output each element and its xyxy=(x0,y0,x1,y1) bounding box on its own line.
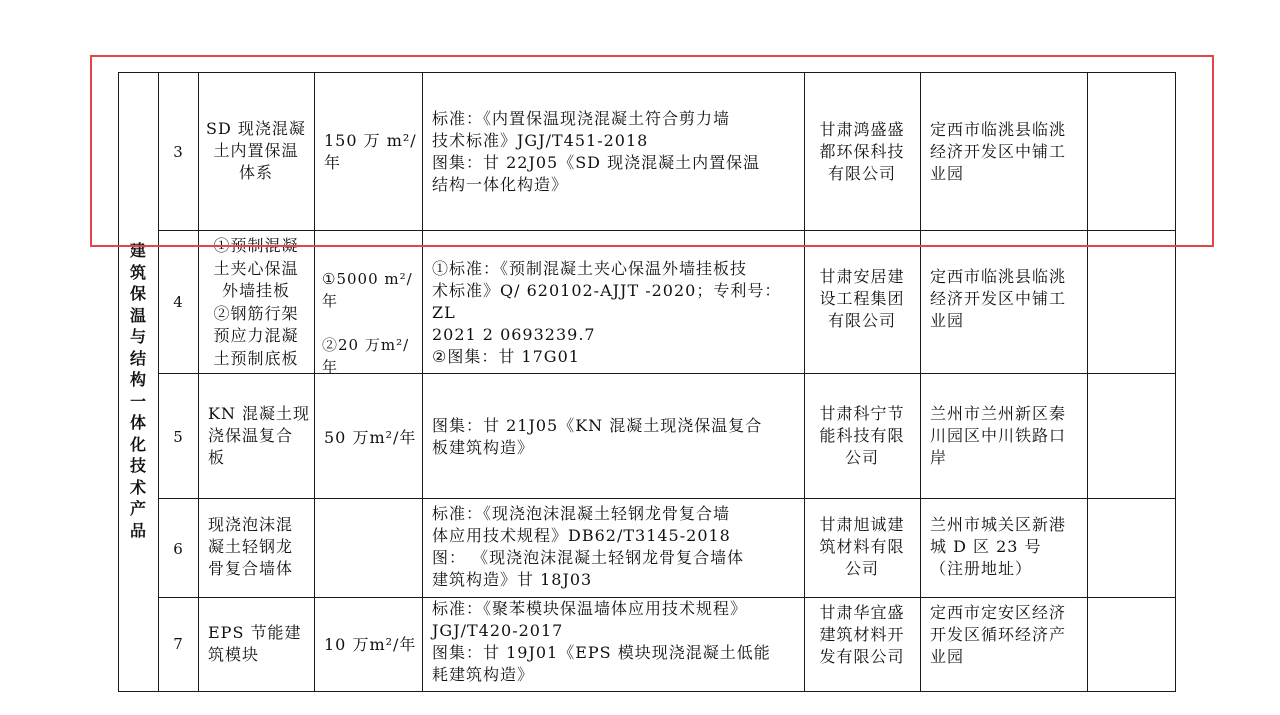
table-border-bottom xyxy=(118,691,1176,692)
row-number: 5 xyxy=(173,428,183,446)
standard-text: ①标准：《预制混凝土夹心保温外墙挂板技 术标准》Q/ 620102-AJJT -2020；专利号：ZL 2021 2 0693239.7 ②图集：甘 17G01 xyxy=(432,259,782,366)
company-address: 定西市临洮县临洮 经济开发区中铺工 业园 xyxy=(930,267,1067,330)
production-capacity: ①5000 m²/年 ②20 万m²/年 xyxy=(322,270,413,376)
company-name: 甘肃华宜盛 建筑材料开 发有限公司 xyxy=(819,603,905,666)
table-row-divider xyxy=(158,498,1176,499)
product-name: ①预制混凝 土夹心保温 外墙挂板 ②钢筋行架 预应力混凝 土预制底板 xyxy=(213,236,299,368)
row-number: 3 xyxy=(173,143,183,161)
company-address: 兰州市城关区新港 城 D 区 23 号 （注册地址） xyxy=(930,515,1067,578)
company-name: 甘肃安居建 设工程集团 有限公司 xyxy=(819,267,905,330)
highlight-box xyxy=(90,55,1214,247)
row-number: 7 xyxy=(173,635,183,653)
category-label: 建 筑 保 温 与 结 构 一 体 化 技 术 产 品 xyxy=(129,241,146,540)
company-name: 甘肃科宁节 能科技有限 公司 xyxy=(819,404,905,467)
product-name: SD 现浇混凝 土内置保温 体系 xyxy=(206,119,306,182)
company-address: 兰州市兰州新区秦 川园区中川铁路口 岸 xyxy=(930,404,1067,467)
row-number: 4 xyxy=(173,293,183,311)
standard-text: 图集：甘 21J05《KN 混凝土现浇保温复合 板建筑构造》 xyxy=(432,416,763,457)
standard-text: 标准：《内置保温现浇混凝土符合剪力墙 技术标准》JGJ/T451-2018 图集：甘 22J05《SD 现浇混凝土内置保温 结构一体化构造》 xyxy=(432,109,761,194)
company-name: 甘肃鸿盛盛 都环保科技 有限公司 xyxy=(819,120,905,183)
product-name: KN 混凝土现 浇保温复合 板 xyxy=(208,404,311,467)
production-capacity: 150 万 m²/ 年 xyxy=(324,131,417,172)
standard-text: 标准：《现浇泡沫混凝土轻钢龙骨复合墙 体应用技术规程》DB62/T3145-2018 图： 《现浇泡沫混凝土轻钢龙骨复合墙体 建筑构造》甘 18J03 xyxy=(432,504,745,589)
standard-text: 标准：《聚苯模块保温墙体应用技术规程》 JGJ/T420-2017 图集：甘 19J01《EPS 模块现浇混凝土低能 耗建筑构造》 xyxy=(432,599,771,684)
company-address: 定西市临洮县临洮 经济开发区中铺工 业园 xyxy=(930,120,1067,183)
company-name: 甘肃旭诚建 筑材料有限 公司 xyxy=(819,515,905,578)
production-capacity: 50 万m²/年 xyxy=(324,428,417,447)
production-capacity: 10 万m²/年 xyxy=(324,635,417,654)
company-address: 定西市定安区经济 开发区循环经济产 业园 xyxy=(930,603,1067,666)
row-number: 6 xyxy=(173,540,183,558)
product-name: 现浇泡沫混 凝土轻钢龙 骨复合墙体 xyxy=(208,515,294,578)
table-row-divider xyxy=(158,373,1176,374)
product-name: EPS 节能建 筑模块 xyxy=(208,623,302,664)
